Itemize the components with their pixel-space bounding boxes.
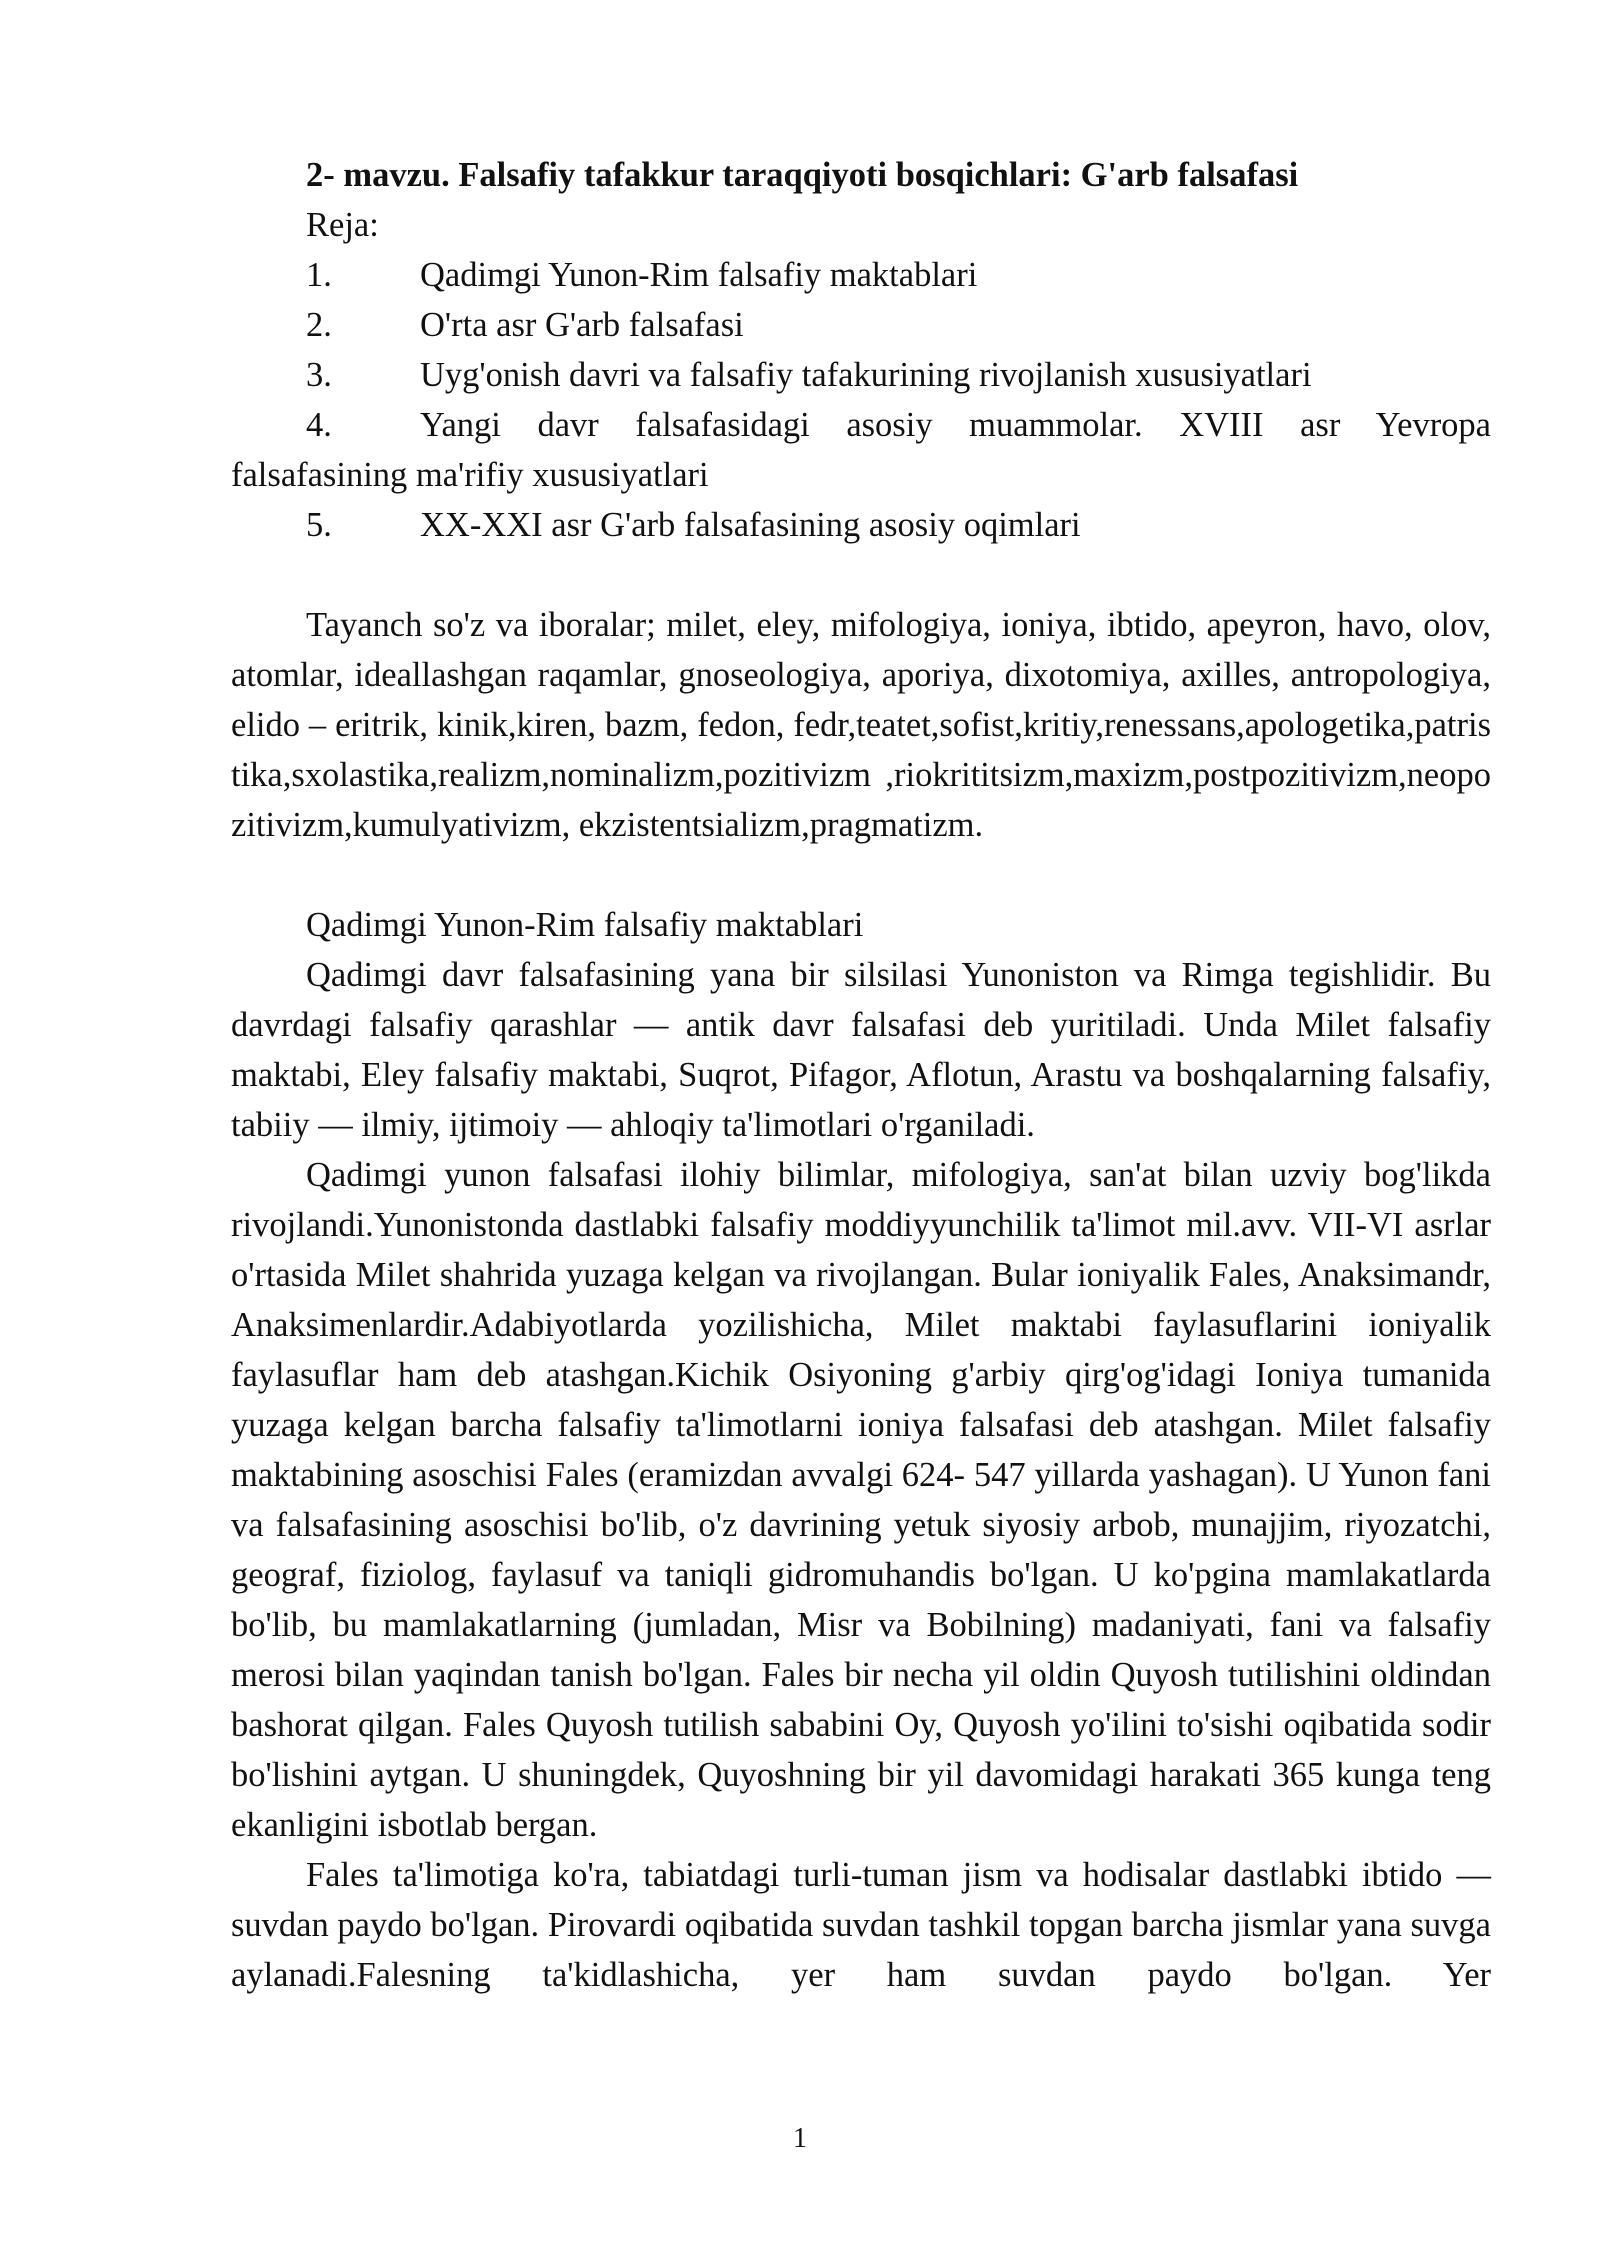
plan-item-continuation: falsafasining ma'rifiy xususiyatlari (231, 456, 709, 494)
page-content (231, 150, 1491, 2000)
body-paragraph: Qadimgi davr falsafasining yana bir silsilasi Yunoniston va Rimga tegishlidir. Bu davrdagi falsafiy qarashlar — antik davr falsafasi deb yuritiladi. Unda Milet falsafiy maktabi, Eley falsafiy maktabi, Suqrot, Pifagor, Aflotun, Arastu va boshqalarning falsafiy, tabiiy — ilmiy, ijtimoiy — ahloqiy ta'limotlari o'rganiladi. (231, 956, 1491, 1144)
plan-item-number: 3. (306, 356, 332, 394)
body-paragraph: Fales ta'limotiga ko'ra, tabiatdagi turli-tuman jism va hodisalar dastlabki ibtido — suvdan paydo bo'lgan. Pirovardi oqibatida suvdan tashkil topgan barcha jismlar yana suvga aylanadi.Falesning ta'kidlashicha, yer ham suvdan paydo bo'lgan. Yer (231, 1856, 1491, 1994)
body-paragraph: Qadimgi yunon falsafasi ilohiy bilimlar, mifologiya, san'at bilan uzviy bog'likda rivojlandi.Yunonistonda dastlabki falsafiy moddiyyunchilik ta'limot mil.avv. VII-VI asrlar o'rtasida Milet shahrida yuzaga kelgan va rivojlangan. Bular ioniyalik Fales, Anaksimandr, Anaksimenlardir.Adabiyotlarda yozilishicha, Milet maktabi faylasuflarini ioniyalik faylasuflar ham deb atashgan.Kichik Osiyoning g'arbiy qirg'og'idagi Ioniya tumanida yuzaga kelgan barcha falsafiy ta'limotlarni ioniya falsafasi deb atashgan. Milet falsafiy maktabining asoschisi Fales (eramizdan avvalgi 624- 547 yillarda yashagan). U Yunon fani va falsafasining asoschisi bo'lib, o'z davrining yetuk siyosiy arbob, munajjim, riyozatchi, geograf, fiziolog, faylasuf va taniqli gidromuhandis bo'lgan. U ko'pgina mamlakatlarda bo'lib, bu mamlakatlarning (jumladan, Misr va Bobilning) madaniyati, fani va falsafiy merosi bilan yaqindan tanish bo'lgan. Fales bir necha yil oldin Quyosh tutilishini oldindan bashorat qilgan. Fales Quyosh tutilish sababini Oy, Quyosh yo'ilini to'sishi oqibatida sodir bo'lishini aytgan. U shuningdek, Quyoshning bir yil davomidagi harakati 365 kunga teng ekanligini isbotlab bergan. (231, 1156, 1491, 1844)
plan-item (306, 400, 1491, 450)
keywords-paragraph: Tayanch so'z va iboralar; milet, eley, mifologiya, ioniya, ibtido, apeyron, havo, olov, atomlar, ideallashgan raqamlar, gnoseologiya, aporiya, dixotomiya, axilles, antropologiya, elido – eritrik, kinik,kiren, bazm, fedon, fedr,teatet,sofist,kritiy,renessans,apologetika,patristika,sxolastika,realizm,nominalizm,pozitivizm ,riokrititsizm,maxizm,postpozitivizm,neopozitivizm,kumulyativizm, ekzistentsializm,pragmatizm. (231, 606, 1491, 844)
plan-item-number: 4. (306, 406, 332, 444)
plan-item-text: XX-XXI asr G'arb falsafasining asosiy oqimlari (420, 506, 1081, 544)
plan-item-text: Qadimgi Yunon-Rim falsafiy maktablari (420, 256, 978, 294)
plan-item (306, 500, 1491, 550)
spacer (231, 550, 1491, 600)
plan-label-row (306, 200, 1491, 250)
plan-item-text: Yangi davr falsafasidagi asosiy muammolar. XVIII asr Yevropa (420, 406, 1491, 444)
plan-item (306, 250, 1491, 300)
spacer (231, 850, 1491, 900)
plan-item-number: 5. (306, 506, 332, 544)
plan-label: Reja: (306, 206, 379, 244)
topic-title: 2- mavzu. Falsafiy tafakkur taraqqiyoti bosqichlari: G'arb falsafasi (306, 156, 1299, 194)
section-heading: Qadimgi Yunon-Rim falsafiy maktablari (306, 906, 864, 944)
plan-item-text: Uyg'onish davri va falsafiy tafakurining rivojlanish xususiyatlari (420, 356, 1312, 394)
plan-item-number: 1. (306, 256, 332, 294)
plan-item-text: O'rta asr G'arb falsafasi (420, 306, 744, 344)
plan-item-number: 2. (306, 306, 332, 344)
plan-item (306, 350, 1491, 400)
page-number: 1 (793, 2123, 807, 2154)
plan-item (306, 300, 1491, 350)
